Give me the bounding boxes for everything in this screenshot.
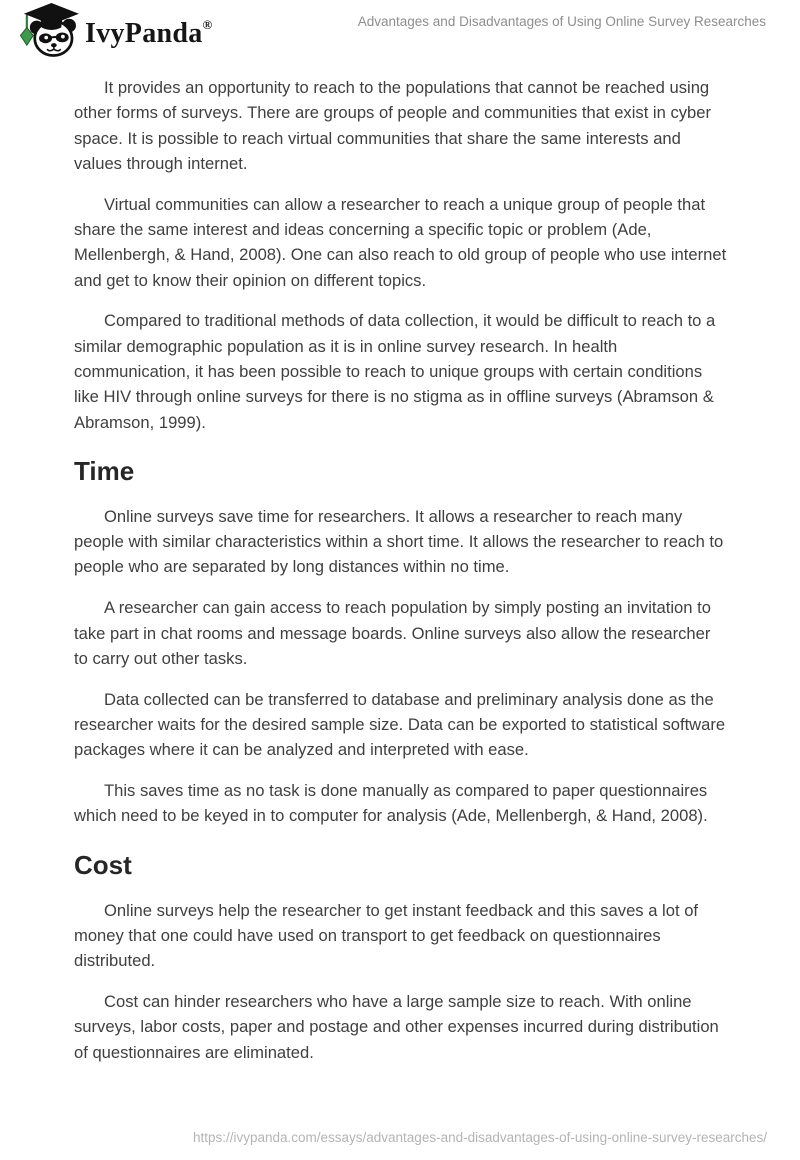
source-url-link[interactable]: https://ivypanda.com/essays/advantages-and-disadvantages-of-using-online-survey-researches/ [192,1130,767,1145]
section-heading-cost: Cost [74,849,132,880]
brand-name: IvyPanda® [85,16,213,49]
essay-paragraph: Data collected can be transferred to database and preliminary analysis done as the researcher waits for the desired sample size. Data can be exported to statistical software packages where it can be analyzed and interpreted with ease. [74,689,726,760]
essay-paragraph: Online surveys help the researcher to get instant feedback and this saves a lot of money that one could have used on transport to get feedback on questionnaires distributed. [74,900,699,971]
essay-paragraph: This saves time as no task is done manually as compared to paper questionnaires which need to be keyed in to computer for analysis (Ade, Mellenbergh, & Hand, 2008). [74,781,708,826]
essay-paragraph: It provides an opportunity to reach to the populations that cannot be reached using other forms of surveys. There are groups of people and communities that exist in cyber space. It is possible to reach virtual communities that share the same interests and values through internet. [74,78,712,173]
page-header [0,0,800,62]
essay-paragraph: Compared to traditional methods of data collection, it would be difficult to reach to a similar demographic population as it is in online survey research. In health communication, it has been possible to reach to unique groups with certain conditions like HIV through online surveys for there is no stigma as in offline surveys (Abramson & Abramson, 1999). [74,311,716,432]
essay-paragraph: Virtual communities can allow a researcher to reach a unique group of people that share the same interest and ideas concerning a specific topic or problem (Ade, Mellenbergh, & Hand, 2008). One can also reach to old group of people who use internet and get to know their opinion on different topics. [74,194,727,290]
registered-trademark: ® [202,16,213,32]
essay-paragraph: Cost can hinder researchers who have a large sample size to reach. With online surveys, labor costs, paper and postage and other expenses incurred during distribution of questionnaires are eliminated. [74,992,719,1062]
section-heading-time: Time [74,455,135,486]
document-title: Advantages and Disadvantages of Using Online Survey Researches [357,14,766,29]
essay-paragraph: A researcher can gain access to reach population by simply posting an invitation to take part in chat rooms and message boards. Online surveys also allow the researcher to carry out other tasks. [74,598,711,668]
graduation-cap-panda-icon [13,2,80,57]
essay-paragraph: Online surveys save time for researchers. It allows a researcher to reach many people with similar characteristics within a short time. It allows the researcher to reach to people who are separated by long distances within no time. [74,506,724,577]
ivypanda-brand [13,2,213,57]
essay-content [74,62,727,1080]
